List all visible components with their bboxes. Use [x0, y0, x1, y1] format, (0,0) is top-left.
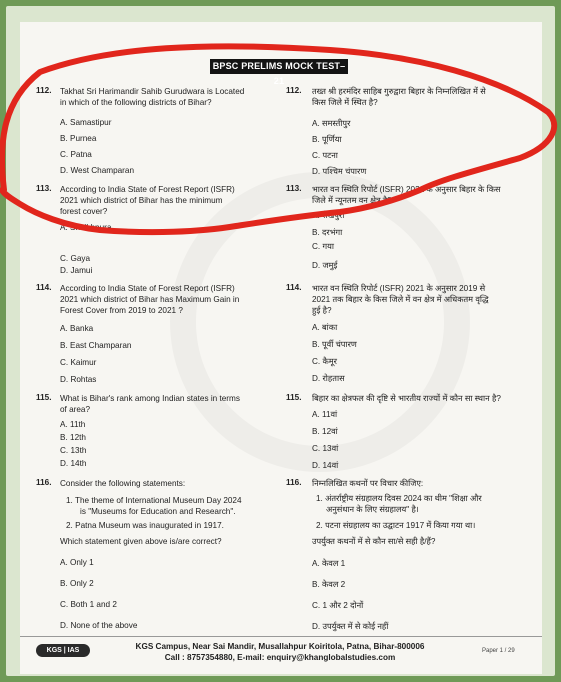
q113-hi-text-1: भारत वन स्थिति रिपोर्ट (ISFR) 2021 के अनुसार बिहार के किस — [312, 185, 501, 194]
footer-address: KGS Campus, Near Sai Mandir, Musallahpur Koiritola, Patna, Bihar-800006 — [135, 642, 425, 651]
q114-number: 114. — [36, 283, 52, 292]
q113-hi-number: 113. — [286, 184, 302, 193]
q113-hi-option-c: C. गया — [312, 242, 334, 251]
q116-ask: Which statement given above is/are correct? — [60, 537, 222, 546]
q116-hi-number: 116. — [286, 478, 302, 487]
q112-option-d: D. West Champaran — [60, 166, 135, 175]
q115-hi-option-b: B. 12वां — [312, 427, 338, 436]
q115-text-1: What is Bihar's rank among Indian states in terms — [60, 394, 240, 403]
q116-option-c: C. Both 1 and 2 — [60, 600, 117, 609]
q112-hi-text-1: तख्त श्री हरमंदिर साहिब गुरुद्वारा बिहार के निम्नलिखित में से — [312, 87, 486, 96]
q114-hi-text-2: 2021 तक बिहार के किस जिले में वन क्षेत्र में अधिकतम वृद्धि — [312, 295, 489, 304]
paper-header: BPSC PRELIMS MOCK TEST–21 — [210, 59, 348, 74]
q116-hi-statement-1-line-1: 1. अंतर्राष्ट्रीय संग्रहालय दिवस 2024 का थीम "शिक्षा और — [316, 494, 482, 503]
q115-hi-option-c: C. 13वां — [312, 444, 339, 453]
q116-hi-option-c: C. 1 और 2 दोनों — [312, 601, 364, 610]
q116-number: 116. — [36, 478, 52, 487]
q114-text-1: According to India State of Forest Report (ISFR) — [60, 284, 235, 293]
q112-option-c: C. Patna — [60, 150, 92, 159]
q115-hi-text-1: बिहार का क्षेत्रफल की दृष्टि से भारतीय राज्यों में कौन सा स्थान है? — [312, 394, 501, 403]
q114-option-d: D. Rohtas — [60, 375, 97, 384]
q114-text-3: Forest Cover from 2019 to 2021 ? — [60, 306, 183, 315]
q114-hi-option-c: C. कैमूर — [312, 357, 337, 366]
q116-option-b: B. Only 2 — [60, 579, 94, 588]
q112-option-a: A. Samastipur — [60, 118, 112, 127]
q115-hi-option-d: D. 14वां — [312, 461, 339, 470]
q116-hi-option-d: D. उपर्युक्त में से कोई नहीं — [312, 622, 389, 631]
q116-hi-option-a: A. केवल 1 — [312, 559, 346, 568]
q113-text-1: According to India State of Forest Report (ISFR) — [60, 185, 235, 194]
q113-number: 113. — [36, 184, 52, 193]
q113-hi-option-b: B. दरभंगा — [312, 228, 343, 237]
q116-statement-1-line-1: 1. The theme of International Museum Day 2024 — [66, 496, 242, 505]
q112-hi-text-2: किस जिले में स्थित है? — [312, 98, 378, 107]
q116-statement-2: 2. Patna Museum was inaugurated in 1917. — [66, 521, 224, 530]
q113-text-2: 2021 which district of Bihar has the minimum — [60, 196, 223, 205]
q115-hi-option-a: A. 11वां — [312, 410, 338, 419]
q113-option-c: C. Gaya — [60, 254, 91, 263]
q114-hi-text-1: भारत वन स्थिति रिपोर्ट (ISFR) 2021 के अनुसार 2019 से — [312, 284, 486, 293]
q114-hi-text-3: हुई है? — [312, 306, 332, 315]
q113-hi-option-d: D. जमुई — [312, 261, 338, 270]
q114-hi-option-d: D. रोहतास — [312, 374, 345, 383]
q116-statement-1-line-2: is "Museums for Education and Research". — [80, 507, 236, 516]
q113-option-a: A. Sheikhpura — [60, 223, 112, 232]
q112-hi-option-a: A. समस्तीपुर — [312, 119, 351, 128]
q112-hi-number: 112. — [286, 86, 302, 95]
footer-divider — [20, 636, 542, 637]
q113-hi-option-a: A. शेखपुरा — [312, 211, 345, 220]
q114-hi-option-a: A. बांका — [312, 323, 338, 332]
q114-hi-option-b: B. पूर्वी चंपारण — [312, 340, 357, 349]
q115-option-c: C. 13th — [60, 446, 87, 455]
q112-number: 112. — [36, 86, 52, 95]
q116-option-d: D. None of the above — [60, 621, 138, 630]
q112-hi-option-b: B. पूर्णिया — [312, 135, 342, 144]
footer-contact: Call : 8757354880, E-mail: enquiry@khanglobalstudies.com — [164, 653, 396, 662]
q115-option-a: A. 11th — [60, 420, 86, 429]
q112-hi-option-c: C. पटना — [312, 151, 338, 160]
q116-hi-statement-2: 2. पटना संग्रहालय का उद्घाटन 1917 में किया गया था। — [316, 521, 476, 530]
q115-option-b: B. 12th — [60, 433, 86, 442]
q114-hi-number: 114. — [286, 283, 302, 292]
q114-text-2: 2021 which district of Bihar has Maximum Gain in — [60, 295, 240, 304]
q114-option-b: B. East Champaran — [60, 341, 132, 350]
q113-text-3: forest cover? — [60, 207, 108, 216]
q112-option-b: B. Purnea — [60, 134, 97, 143]
kgs-ias-logo: KGS | IAS — [36, 644, 90, 657]
q115-number: 115. — [36, 393, 52, 402]
q116-option-a: A. Only 1 — [60, 558, 94, 567]
q115-text-2: of area? — [60, 405, 91, 414]
q116-text-1: Consider the following statements: — [60, 479, 186, 488]
exam-paper — [20, 22, 542, 674]
q116-hi-statement-1-line-2: अनुसंधान के लिए संग्रहालय" है। — [326, 505, 419, 514]
q115-hi-number: 115. — [286, 393, 302, 402]
q113-hi-text-2: जिले में न्यूनतम वन क्षेत्र है? — [312, 196, 392, 205]
q113-option-d: D. Jamui — [60, 266, 93, 275]
q114-option-c: C. Kaimur — [60, 358, 97, 367]
q112-text-2: in which of the following districts of Bihar? — [60, 98, 212, 107]
q114-option-a: A. Banka — [60, 324, 94, 333]
q112-text-1: Takhat Sri Harimandir Sahib Gurudwara is Located — [60, 87, 245, 96]
q112-hi-option-d: D. पश्चिम चंपारण — [312, 167, 367, 176]
q116-hi-text-1: निम्नलिखित कथनों पर विचार कीजिए: — [312, 479, 424, 488]
q116-hi-ask: उपर्युक्त कथनों में से कौन सा/से सही है/हैं? — [312, 537, 436, 546]
q116-hi-option-b: B. केवल 2 — [312, 580, 346, 589]
page-number: Paper 1 / 29 — [482, 648, 515, 654]
q115-option-d: D. 14th — [60, 459, 87, 468]
